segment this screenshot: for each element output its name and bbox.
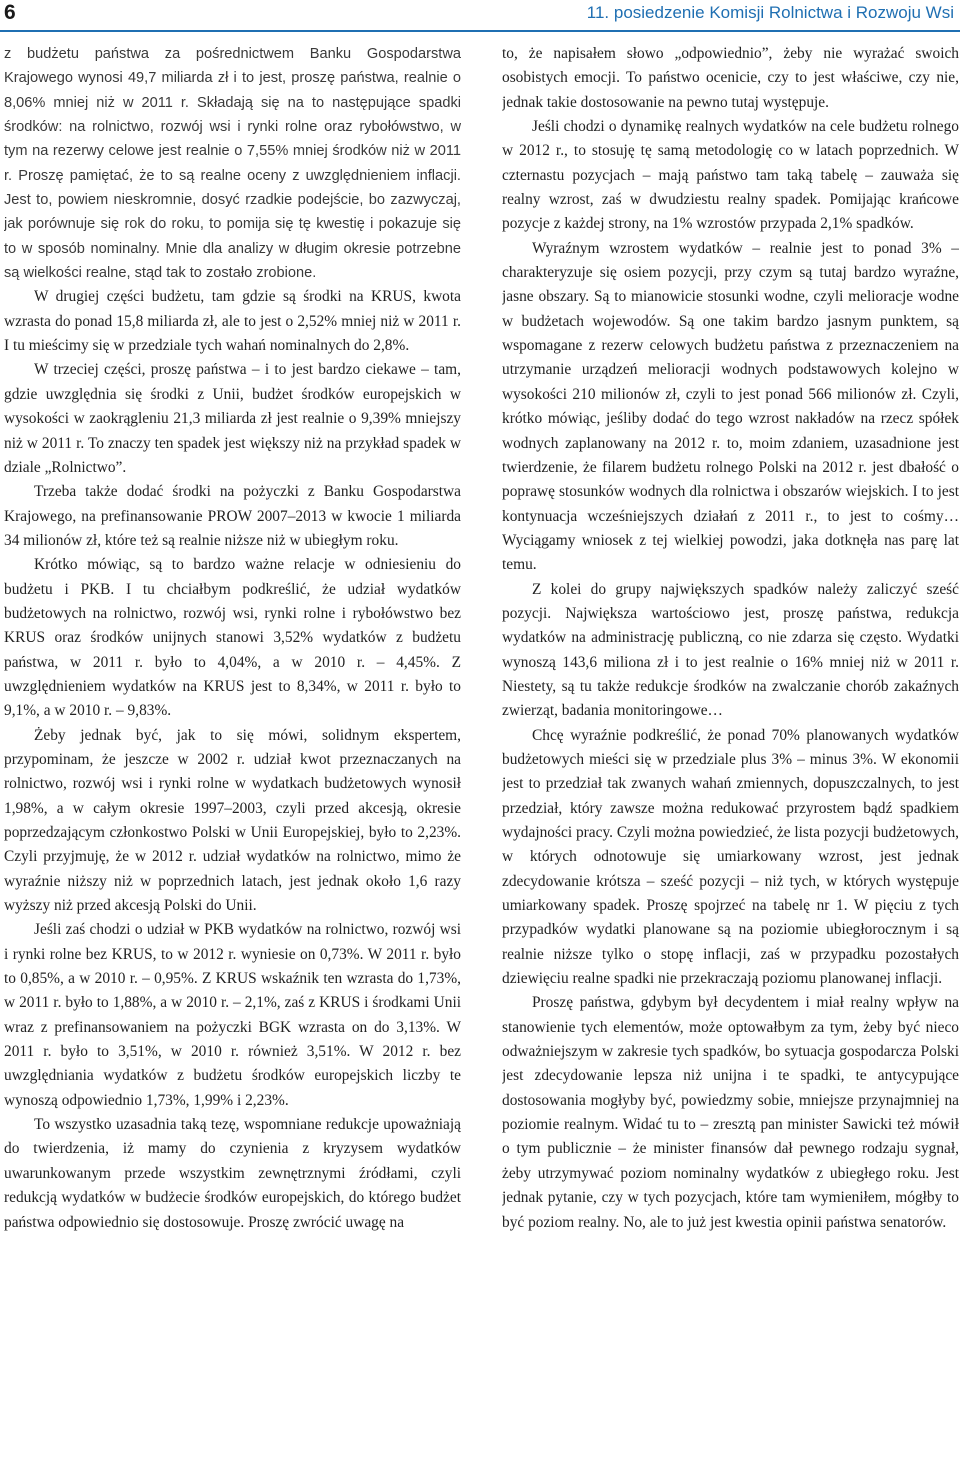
paragraph: Jeśli zaś chodzi o udział w PKB wydatków na rolnictwo, rozwój wsi i rynki rolne bez KRUS, to w 2012 r. wyniesie on 0,73%. W 2011 r. było to 0,85%, a w 2010 r. – 0,95%. Z KRUS wskaźnik ten wzrasta do 1,73%, w 2011 r. było to 1,88%, a w 2010 r. – 2,1%, zaś z KRUS i środkami Unii wraz z prefinansowaniem na pożyczki BGK wzrasta on do 3,13%. W 2011 r. było to 3,51%, w 2010 r. również 3,51%. W 2012 r. bez uwzględniania wydatków z budżetu środków europejskich liczby te wynoszą odpowiednio 1,73%, 1,99% i 2,23%. — [4, 921, 461, 1109]
paragraph: Proszę państwa, gdybym był decydentem i miał realny wpływ na stanowienie tych elementów, może optowałbym za tym, żeby być nieco odważniejszym w zakresie tych spadków, bo sytuacja gospodarcza Polski jest zdecydowanie lepsza niż unijna i te spadki, te antycypujące dostosowania mogłyby być, powiedzmy sobie, mniejsze przynajmniej na poziomie realnym. Widać tu to – zresztą pan minister Sawicki też mówił o tym publicznie – że minister finansów dał pewnego rodzaju sygnał, żeby utrzymywać poziom nominalny wydatków z ubiegłego roku. Jest jednak pytanie, czy w tych pozycjach, które tam wymieniłem, mógłby to być poziom realny. No, ale to już jest kwestia opinii państwa senatorów. — [502, 994, 959, 1231]
page-number: 6 — [4, 1, 16, 24]
paragraph: Żeby jednak być, jak to się mówi, solidnym ekspertem, przypominam, że jeszcze w 2002 r. udział kwot przeznaczanych na rolnictwo, rozwój wsi i rynki rolne w wydatkach budżetowych wynosił 1,98%, a w całym okresie 1997–2003, czyli przed akcesją, okresie poprzedzającym członkostwo Polski w Unii Europejskiej, było to 2,23%. Czyli przyjmuję, że w 2012 r. udział wydatków na rolnictwo, mimo że wyraźnie niższy niż w poprzednich latach, jest jednak około 1,6 razy wyższy niż przed akcesją Polski do Unii. — [4, 726, 461, 915]
paragraph: To wszystko uzasadnia taką tezę, wspomniane redukcje upoważniają do twierdzenia, iż mamy do czynienia z kryzysem wydatków uwarunkowanym przede wszystkim zewnętrznymi źródłami, czyli redukcją wydatków w budżecie środków europejskich, do którego budżet państwa odpowiednio się dostosowuje. Proszę zwrócić uwagę na — [4, 1116, 461, 1231]
paragraph: W trzeciej części, proszę państwa – i to jest bardzo ciekawe – tam, gdzie uwzględnia się środki z Unii, budżet środków europejskich w wysokości w zaokrągleniu 21,3 miliarda zł jest realnie o 9,39% mniejszy niż w 2011 r. To znaczy ten spadek jest większy niż na przykład spadek w dziale „Rolnictwo”. — [4, 361, 461, 476]
paragraph: to, że napisałem słowo „odpowiednio”, żeby nie wyrażać swoich osobistych emocji. To państwo ocenicie, czy to jest właściwe, czy nie, jednak takie dostosowanie na pewno tutaj występuje. — [502, 45, 959, 111]
right-column — [502, 42, 959, 1464]
paragraph: Jeśli chodzi o dynamikę realnych wydatków na cele budżetu rolnego w 2012 r., to stosuję tę samą metodologię co w latach poprzednich. W czternastu pozycjach – mają państwo tam taką tabelę – zauważa się realny wzrost, zaś w dwudziestu realny spadek. Pomijając krańcowe pozycje z każdej strony, na 1% wzrostów przypada 2,1% spadków. — [502, 118, 959, 233]
running-head: 11. posiedzenie Komisji Rolnictwa i Rozwoju Wsi — [586, 3, 954, 22]
paragraph: Z kolei do grupy największych spadków należy zaliczyć sześć pozycji. Największa wartościowo jest, proszę państwa, redukcja wydatków na administrację publiczną, co nie zdarza się często. Wydatki wynoszą 143,6 miliona zł i to jest realnie o 16% mniej niż w 2011 r. Niestety, są tu także redukcje środków na zwalczanie chorób zakaźnych zwierząt, badania monitoringowe… — [502, 580, 959, 720]
page-header — [0, 0, 960, 30]
header-rule — [0, 30, 960, 32]
paragraph: Wyraźnym wzrostem wydatków – realnie jest to ponad 3% – charakteryzuje się osiem pozycji, przy czym są tutaj bardzo wyraźne, jasne obszary. Są to mianowicie stosunki wodne, czyli melioracje wodne w budżetach wojewodów. Są one takim bardzo jasnym punktem, są wspomagane z rezerw celowych budżetu państwa z przeznaczeniem na utrzymanie urządzeń melioracji wodnych podstawowych kolejno w wysokości 210 milionów zł, czyli to jest ponad 566 milionów zł. Czyli, krótko mówiąc, jeśliby dodać do tego wzrost nakładów na rzecz spółek wodnych zaplanowany na 2012 r. to, moim zdaniem, uzasadnione jest twierdzenie, że filarem budżetu rolnego Polski na 2012 r. jest dbałość o poprawę stosunków wodnych dla rolnictwa i obszarów wiejskich. I to jest kontynuacja wcześniejszych działań z 2011 r., to jest to cośmy… Wyciągamy wniosek z tej wielkiej powodzi, jaka dotknęła nas parę lat temu. — [502, 239, 959, 574]
paragraph: W drugiej części budżetu, tam gdzie są środki na KRUS, kwota wzrasta do ponad 15,8 miliarda zł, ale to jest o 2,52% mniej niż w 2011 r. I tu mieścimy się w przedziale tych wahań nominalnych do 2,8%. — [4, 288, 461, 355]
paragraph: Chcę wyraźnie podkreślić, że ponad 70% planowanych wydatków budżetowych mieści się w przedziale plus 3% – minus 3%. W ekonomii jest to przedział tak zwanych wahań zmiennych, dopuszczalnych, to jest przedział, który zawsze można redukować przyrostem bądź spadkiem wydajności pracy. Czyli można powiedzieć, że lista pozycji budżetowych, w których odnotowuje się umiarkowany wzrost, jest jednak zdecydowanie krótsza – sześć pozycji – niż tych, w których występuje umiarkowany spadek. Proszę spojrzeć na tabelę nr 1. W pięciu z tych przypadków wydatki planowane są na poziomie ubiegłorocznym i są realnie niższe tylko o stopę inflacji, zaś w przypadku pozostałych dziewięciu realne spadki nie przekraczają poziomu planowanej inflacji. — [502, 726, 959, 988]
paragraph: Krótko mówiąc, są to bardzo ważne relacje w odniesieniu do budżetu i PKB. I tu chciałbym podkreślić, że udział wydatków budżetowych na rolnictwo, rozwój wsi, rynki rolne i rybołówstwo bez KRUS oraz środków unijnych stanowi 3,52% wydatków z budżetu państwa, w 2011 r. było to 4,04%, a w 2010 r. – 4,45%. Z uwzględnieniem wydatków na KRUS jest to 8,34%, w 2011 r. było to 9,1%, a w 2010 r. – 9,83%. — [4, 556, 461, 720]
left-column — [4, 42, 461, 1464]
paragraph: Trzeba także dodać środki na pożyczki z Banku Gospodarstwa Krajowego, na prefinansowanie PROW 2007–2013 w kwocie 1 miliarda 34 milionów zł, które też są realnie niższe niż w ubiegłym roku. — [4, 483, 461, 549]
paragraph: z budżetu państwa za pośrednictwem Banku Gospodarstwa Krajowego wynosi 49,7 miliarda zł i to jest, proszę państwa, realnie o 8,06% mniej niż w 2011 r. Składają się na to następujące spadki środków: na rolnictwo, rozwój wsi i rynki rolne oraz rybołówstwo, w tym na rezerwy celowe jest realnie o 7,55% mniej środków niż w 2011 r. Proszę pamiętać, że to są realne oceny z uwzględnieniem inflacji. Jest to, powiem nieskromnie, dosyć rzadkie podejście, bo zazwyczaj, jak porównuje się rok do roku, to pomija się tę kwestię i pokazuje się to w sposób nominalny. Mnie dla analizy w długim okresie potrzebne są wielkości realne, stąd tak to zostało zrobione. — [4, 46, 461, 282]
